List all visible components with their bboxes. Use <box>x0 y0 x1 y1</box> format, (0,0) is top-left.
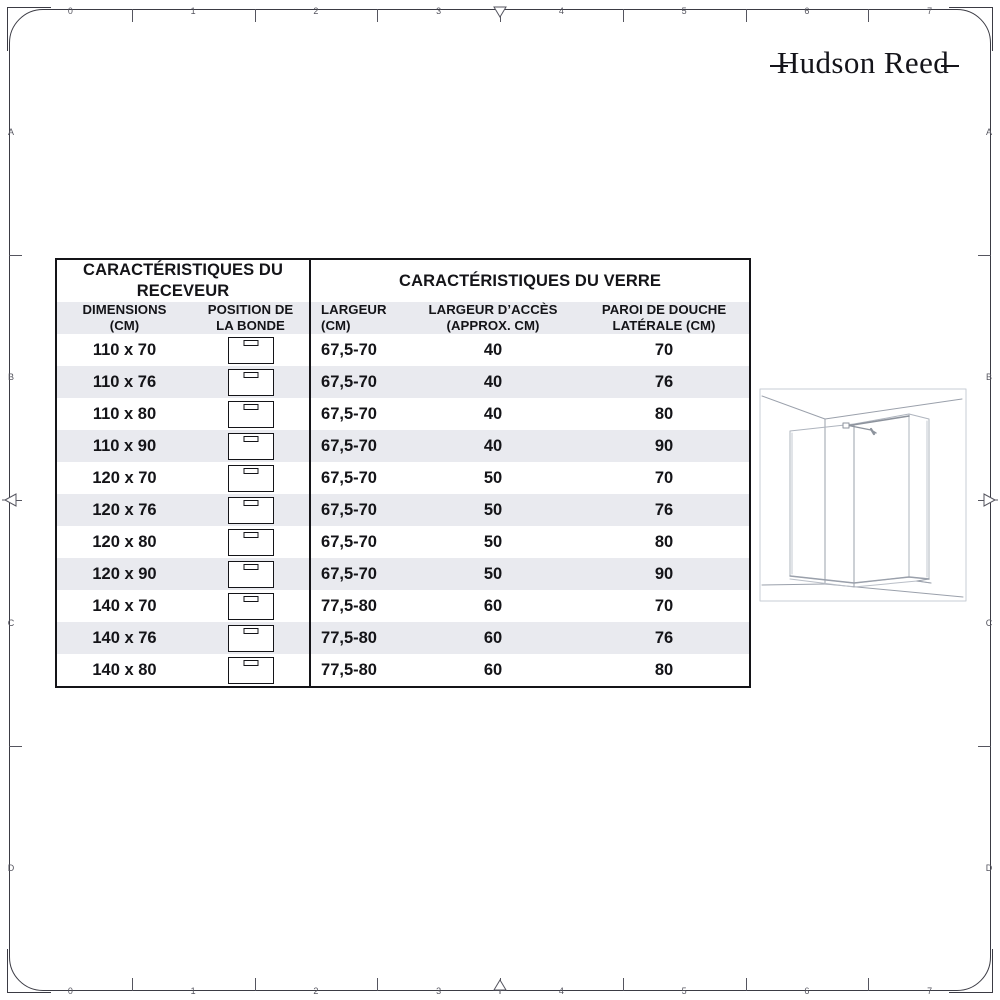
cell-largeur-acces: 50 <box>407 558 579 590</box>
hudson-reed-logo <box>763 42 963 84</box>
cell-dimensions: 120 x 76 <box>57 494 192 526</box>
walk-in-shower-enclosure-diagram <box>757 386 969 604</box>
cell-dimensions: 110 x 90 <box>57 430 192 462</box>
column-header-paroi-line2: LATÉRALE (CM) <box>612 318 716 333</box>
shower-tray-drain-icon <box>228 561 274 588</box>
table-group-header-row <box>57 260 749 302</box>
group-header-verre: CARACTÉRISTIQUES DU VERRE <box>310 260 749 302</box>
ruler-tick <box>377 978 378 991</box>
cell-largeur-acces: 40 <box>483 340 503 359</box>
ruler-label: B <box>985 372 992 383</box>
ruler-tick <box>978 746 991 747</box>
ruler-label: 2 <box>313 986 319 996</box>
column-header-dimensions <box>57 302 192 334</box>
cell-largeur: 67,5-70 <box>321 532 377 551</box>
ruler-label: 2 <box>313 6 319 16</box>
cell-largeur-acces: 60 <box>483 596 503 615</box>
drain-slot-icon <box>243 340 258 346</box>
column-header-dimensions-line2: (CM) <box>109 318 140 333</box>
cell-paroi-laterale: 80 <box>654 532 674 551</box>
ruler-tick <box>132 9 133 22</box>
ruler-label: 3 <box>436 6 442 16</box>
table-row <box>57 366 749 398</box>
column-header-paroi-line1: PAROI DE DOUCHE <box>601 302 727 317</box>
cell-largeur: 77,5-80 <box>321 660 377 679</box>
drain-slot-icon <box>243 532 258 538</box>
drain-slot-icon <box>243 628 258 634</box>
table-row <box>57 494 749 526</box>
cell-paroi-laterale: 80 <box>654 404 674 423</box>
ruler-bottom <box>9 978 991 1000</box>
ruler-right <box>978 9 1000 991</box>
column-header-bonde-line2: LA BONDE <box>216 318 285 333</box>
cell-dimensions: 140 x 76 <box>57 622 192 654</box>
cell-largeur: 67,5-70 <box>310 366 407 398</box>
table-row <box>57 398 749 430</box>
cell-bonde-position <box>192 654 310 686</box>
cell-largeur: 67,5-70 <box>321 340 377 359</box>
group-header-receveur: CARACTÉRISTIQUES DU RECEVEUR <box>57 260 310 302</box>
ruler-label: 5 <box>681 986 687 996</box>
center-marker-icon <box>2 492 20 510</box>
ruler-tick <box>255 978 256 991</box>
drain-slot-icon <box>243 404 258 410</box>
drain-slot-icon <box>243 500 258 506</box>
cell-largeur: 67,5-70 <box>321 404 377 423</box>
shower-tray-drain-icon <box>228 497 274 524</box>
cell-bonde-position <box>192 366 310 398</box>
column-header-paroi <box>579 302 749 334</box>
ruler-tick <box>623 9 624 22</box>
column-header-largeur-line2: (CM) <box>321 318 351 333</box>
drain-slot-icon <box>243 660 258 666</box>
cell-largeur: 67,5-70 <box>321 468 377 487</box>
table-row <box>57 654 749 686</box>
center-marker-icon <box>492 978 508 996</box>
cell-largeur: 77,5-80 <box>310 622 407 654</box>
cell-largeur: 67,5-70 <box>310 494 407 526</box>
ruler-label: C <box>7 617 15 628</box>
cell-dimensions: 120 x 80 <box>92 532 157 551</box>
column-header-largeur-line1: LARGEUR <box>321 302 387 317</box>
drain-slot-icon <box>243 468 258 474</box>
ruler-label: 4 <box>558 986 564 996</box>
cell-largeur-acces: 40 <box>407 366 579 398</box>
column-header-dimensions-line1: DIMENSIONS <box>82 302 167 317</box>
ruler-top <box>9 0 991 22</box>
ruler-label: 0 <box>67 986 73 996</box>
ruler-tick <box>868 978 869 991</box>
ruler-tick <box>746 978 747 991</box>
cell-paroi-laterale: 70 <box>654 596 674 615</box>
column-header-largeur <box>310 302 407 334</box>
cell-bonde-position <box>192 590 310 622</box>
cell-largeur-acces: 50 <box>483 532 503 551</box>
cell-dimensions: 110 x 70 <box>92 340 157 359</box>
cell-largeur-acces: 60 <box>483 660 503 679</box>
cell-paroi-laterale: 80 <box>654 660 674 679</box>
ruler-tick <box>377 9 378 22</box>
cell-largeur-acces: 40 <box>483 404 503 423</box>
cell-largeur: 67,5-70 <box>310 430 407 462</box>
cell-bonde-position <box>192 334 310 366</box>
cell-paroi-laterale: 70 <box>654 468 674 487</box>
shower-tray-drain-icon <box>228 625 274 652</box>
cell-dimensions: 120 x 70 <box>92 468 157 487</box>
table-column-header-row <box>57 302 749 334</box>
ruler-tick <box>9 746 22 747</box>
ruler-label: D <box>985 863 993 874</box>
drain-slot-icon <box>243 436 258 442</box>
cell-bonde-position <box>192 494 310 526</box>
drain-slot-icon <box>243 372 258 378</box>
cell-bonde-position <box>192 558 310 590</box>
ruler-label: 0 <box>67 6 73 16</box>
cell-largeur-acces: 50 <box>407 494 579 526</box>
cell-paroi-laterale: 76 <box>579 622 749 654</box>
ruler-tick <box>255 9 256 22</box>
ruler-label: 4 <box>558 6 564 16</box>
ruler-tick <box>978 255 991 256</box>
cell-largeur-acces: 40 <box>407 430 579 462</box>
table-row <box>57 334 749 366</box>
table-row <box>57 622 749 654</box>
cell-paroi-laterale: 90 <box>579 430 749 462</box>
column-header-acces <box>407 302 579 334</box>
ruler-label: C <box>985 617 993 628</box>
ruler-tick <box>868 9 869 22</box>
cell-dimensions: 140 x 70 <box>92 596 157 615</box>
ruler-tick <box>623 978 624 991</box>
ruler-label: D <box>7 863 15 874</box>
cell-paroi-laterale: 76 <box>579 494 749 526</box>
ruler-left <box>0 9 22 991</box>
table-row <box>57 430 749 462</box>
cell-dimensions: 140 x 80 <box>92 660 157 679</box>
ruler-tick <box>746 9 747 22</box>
table-row <box>57 526 749 558</box>
shower-tray-drain-icon <box>228 337 274 364</box>
shower-tray-drain-icon <box>228 657 274 684</box>
cell-dimensions: 110 x 80 <box>92 404 157 423</box>
cell-paroi-laterale: 76 <box>579 366 749 398</box>
ruler-label: 1 <box>190 6 196 16</box>
column-header-bonde <box>192 302 310 334</box>
ruler-label: A <box>7 126 14 137</box>
ruler-tick <box>9 255 22 256</box>
ruler-label: 1 <box>190 986 196 996</box>
cell-paroi-laterale: 90 <box>579 558 749 590</box>
drain-slot-icon <box>243 564 258 570</box>
cell-bonde-position <box>192 430 310 462</box>
ruler-label: 6 <box>804 986 810 996</box>
shower-tray-drain-icon <box>228 593 274 620</box>
cell-largeur: 77,5-80 <box>321 596 377 615</box>
cell-paroi-laterale: 70 <box>654 340 674 359</box>
ruler-label: 5 <box>681 6 687 16</box>
ruler-label: 7 <box>927 986 933 996</box>
shower-tray-drain-icon <box>228 369 274 396</box>
column-header-acces-line2: (APPROX. CM) <box>446 318 540 333</box>
cell-largeur: 67,5-70 <box>310 558 407 590</box>
shower-tray-drain-icon <box>228 465 274 492</box>
ruler-label: 7 <box>927 6 933 16</box>
cell-largeur-acces: 50 <box>483 468 503 487</box>
table-row <box>57 590 749 622</box>
ruler-label: A <box>985 126 992 137</box>
shower-tray-drain-icon <box>228 529 274 556</box>
logo-text: Hudson Reed <box>776 45 950 80</box>
cell-bonde-position <box>192 462 310 494</box>
column-header-bonde-line1: POSITION DE <box>207 302 294 317</box>
cell-largeur-acces: 60 <box>407 622 579 654</box>
shower-tray-drain-icon <box>228 433 274 460</box>
table-row <box>57 462 749 494</box>
center-marker-icon <box>492 4 508 22</box>
table-body <box>57 334 749 686</box>
ruler-label: 6 <box>804 6 810 16</box>
table-row <box>57 558 749 590</box>
cell-bonde-position <box>192 398 310 430</box>
specification-table <box>55 258 751 688</box>
ruler-tick <box>132 978 133 991</box>
shower-tray-drain-icon <box>228 401 274 428</box>
center-marker-icon <box>980 492 998 510</box>
cell-dimensions: 120 x 90 <box>57 558 192 590</box>
ruler-label: B <box>7 372 14 383</box>
cell-bonde-position <box>192 526 310 558</box>
cell-bonde-position <box>192 622 310 654</box>
cell-dimensions: 110 x 76 <box>57 366 192 398</box>
column-header-acces-line1: LARGEUR D’ACCÈS <box>428 302 558 317</box>
drain-slot-icon <box>243 596 258 602</box>
ruler-label: 3 <box>436 986 442 996</box>
